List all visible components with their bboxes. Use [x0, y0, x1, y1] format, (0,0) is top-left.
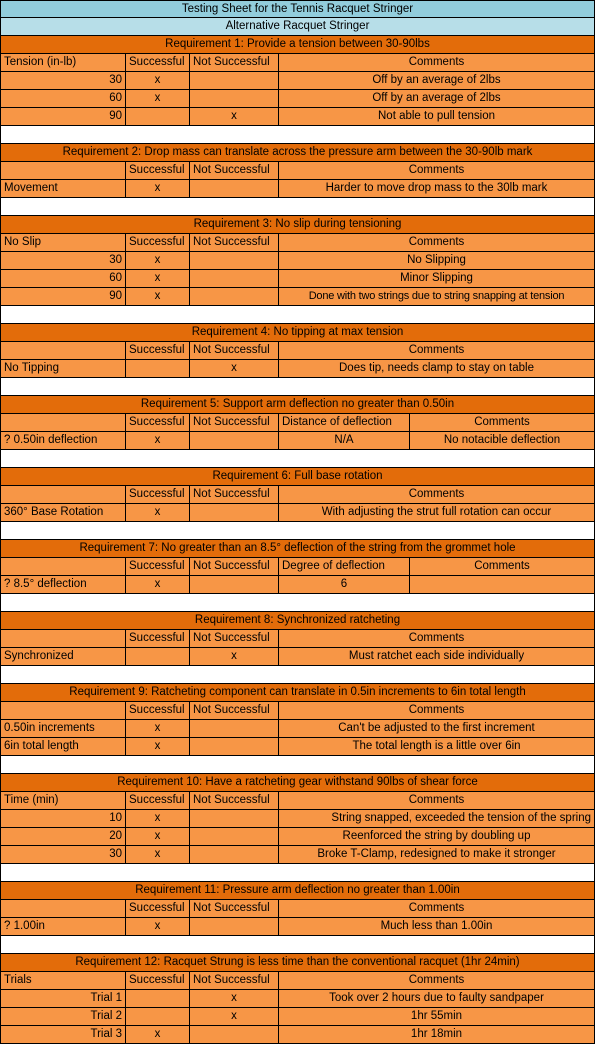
req9-heading: Requirement 9: Ratcheting component can translate in 0.5in increments to 6in total length: [0, 684, 595, 701]
req4-heading-row: [0, 324, 595, 342]
table-row: [0, 504, 595, 522]
successful-cell: x: [126, 432, 190, 449]
req1-label: Tension (in-lb): [0, 54, 126, 71]
row-name: 60: [0, 90, 126, 107]
successful-cell: [126, 1008, 190, 1025]
not-successful-cell: [190, 504, 279, 521]
row-name: Trial 1: [0, 990, 126, 1007]
not-successful-cell: [190, 846, 279, 863]
req6-header-row: [0, 486, 595, 504]
req5-heading-row: [0, 396, 595, 414]
not-successful-cell: [190, 918, 279, 935]
successful-header: Successful: [126, 162, 190, 179]
comment-cell: Off by an average of 2lbs: [279, 90, 595, 107]
spacer-row: [0, 306, 595, 324]
row-name: 60: [0, 270, 126, 287]
successful-header: Successful: [126, 486, 190, 503]
req5-heading: Requirement 5: Support arm deflection no greater than 0.50in: [0, 396, 595, 413]
successful-cell: x: [126, 90, 190, 107]
comments-header: Comments: [279, 702, 595, 719]
not-successful-cell: x: [190, 1008, 279, 1025]
successful-cell: x: [126, 576, 190, 593]
comment-cell: 1hr 18min: [279, 1026, 595, 1043]
comments-header: Comments: [279, 162, 595, 179]
sheet-subtitle-row: [0, 18, 595, 36]
comment-cell: Minor Slipping: [279, 270, 595, 287]
successful-header: Successful: [126, 342, 190, 359]
table-row: [0, 288, 595, 306]
spacer-cell: [0, 522, 595, 539]
req3-label: No Slip: [0, 234, 126, 251]
req12-heading-row: [0, 954, 595, 972]
row-name: 30: [0, 252, 126, 269]
comment-cell: Reenforced the string by doubling up: [279, 828, 595, 845]
spacer-cell: [0, 126, 595, 143]
comments-header: Comments: [279, 792, 595, 809]
req12-header-row: [0, 972, 595, 990]
not-successful-cell: [190, 810, 279, 827]
successful-header: Successful: [126, 702, 190, 719]
table-row: [0, 432, 595, 450]
req8-heading-row: [0, 612, 595, 630]
row-name: Synchronized: [0, 648, 126, 665]
comment-cell: Can't be adjusted to the first increment: [279, 720, 595, 737]
req1-heading: Requirement 1: Provide a tension between 30-90lbs: [0, 36, 595, 53]
spacer-cell: [0, 378, 595, 395]
not-successful-cell: [190, 72, 279, 89]
successful-cell: [126, 648, 190, 665]
successful-cell: x: [126, 918, 190, 935]
req3-heading: Requirement 3: No slip during tensioning: [0, 216, 595, 233]
table-row: [0, 180, 595, 198]
req2-heading: Requirement 2: Drop mass can translate across the pressure arm between the 30-90lb mark: [0, 144, 595, 161]
spacer-row: [0, 666, 595, 684]
deflection-distance-header: Distance of deflection: [279, 414, 410, 431]
req2-header-row: [0, 162, 595, 180]
table-row: [0, 990, 595, 1008]
row-name: 90: [0, 288, 126, 305]
spacer-cell: [0, 198, 595, 215]
successful-cell: x: [126, 270, 190, 287]
row-name: ? 8.5° deflection: [0, 576, 126, 593]
spacer-cell: [0, 864, 595, 881]
not-successful-header: Not Successful: [190, 486, 279, 503]
not-successful-header: Not Successful: [190, 234, 279, 251]
table-row: [0, 108, 595, 126]
table-row: [0, 360, 595, 378]
deflection-degree-header: Degree of deflection: [279, 558, 410, 575]
comment-cell: No Slipping: [279, 252, 595, 269]
table-row: [0, 252, 595, 270]
successful-cell: x: [126, 720, 190, 737]
sheet-subtitle: Alternative Racquet Stringer: [0, 18, 595, 35]
comment-cell: The total length is a little over 6in: [279, 738, 595, 755]
comments-header: Comments: [279, 234, 595, 251]
comment-cell: Much less than 1.00in: [279, 918, 595, 935]
req6-heading-row: [0, 468, 595, 486]
req11-heading-row: [0, 882, 595, 900]
req6-heading: Requirement 6: Full base rotation: [0, 468, 595, 485]
table-row: [0, 828, 595, 846]
comment-cell: Took over 2 hours due to faulty sandpaper: [279, 990, 595, 1007]
row-name: Movement: [0, 180, 126, 197]
not-successful-header: Not Successful: [190, 972, 279, 989]
not-successful-header: Not Successful: [190, 900, 279, 917]
table-row: [0, 810, 595, 828]
not-successful-cell: [190, 252, 279, 269]
not-successful-cell: [190, 180, 279, 197]
comment-cell: 1hr 55min: [279, 1008, 595, 1025]
spacer-row: [0, 864, 595, 882]
req7-header-row: [0, 558, 595, 576]
spacer-cell: [0, 936, 595, 953]
successful-cell: x: [126, 180, 190, 197]
successful-header: Successful: [126, 972, 190, 989]
req4-header-row: [0, 342, 595, 360]
not-successful-cell: x: [190, 360, 279, 377]
comments-header: Comments: [279, 54, 595, 71]
row-name: 30: [0, 72, 126, 89]
spacer-row: [0, 126, 595, 144]
not-successful-header: Not Successful: [190, 630, 279, 647]
table-row: [0, 738, 595, 756]
comment-cell: Broke T-Clamp, redesigned to make it stronger: [279, 846, 595, 863]
comment-cell: No notacible deflection: [410, 432, 595, 449]
row-name: ? 0.50in deflection: [0, 432, 126, 449]
not-successful-cell: [190, 432, 279, 449]
not-successful-cell: [190, 90, 279, 107]
successful-header: Successful: [126, 630, 190, 647]
req8-heading: Requirement 8: Synchronized ratcheting: [0, 612, 595, 629]
empty-header: [0, 414, 126, 431]
req9-header-row: [0, 702, 595, 720]
req12-heading: Requirement 12: Racquet Strung is less time than the conventional racquet (1hr 24min): [0, 954, 595, 971]
not-successful-header: Not Successful: [190, 792, 279, 809]
table-row: [0, 720, 595, 738]
req1-header-row: [0, 54, 595, 72]
table-row: [0, 918, 595, 936]
not-successful-header: Not Successful: [190, 558, 279, 575]
successful-cell: x: [126, 1026, 190, 1043]
req10-header-row: [0, 792, 595, 810]
spacer-cell: [0, 756, 595, 773]
successful-header: Successful: [126, 558, 190, 575]
sheet-title: Testing Sheet for the Tennis Racquet Stringer: [0, 1, 595, 17]
deflection-degree-cell: 6: [279, 576, 410, 593]
successful-cell: x: [126, 738, 190, 755]
table-row: [0, 576, 595, 594]
not-successful-cell: x: [190, 108, 279, 125]
empty-header: [0, 702, 126, 719]
row-name: 0.50in increments: [0, 720, 126, 737]
spacer-cell: [0, 666, 595, 683]
comments-header: Comments: [279, 972, 595, 989]
empty-header: [0, 558, 126, 575]
row-name: 30: [0, 846, 126, 863]
spacer-row: [0, 594, 595, 612]
comment-cell: Must ratchet each side individually: [279, 648, 595, 665]
successful-header: Successful: [126, 414, 190, 431]
req5-header-row: [0, 414, 595, 432]
empty-header: [0, 486, 126, 503]
comment-cell: With adjusting the strut full rotation can occur: [279, 504, 595, 521]
successful-cell: [126, 108, 190, 125]
req2-heading-row: [0, 144, 595, 162]
sheet-title-row: [0, 0, 595, 18]
not-successful-header: Not Successful: [190, 342, 279, 359]
comments-header: Comments: [279, 900, 595, 917]
row-name: No Tipping: [0, 360, 126, 377]
row-name: ? 1.00in: [0, 918, 126, 935]
row-name: Trial 3: [0, 1026, 126, 1043]
req1-heading-row: [0, 36, 595, 54]
req10-label: Time (min): [0, 792, 126, 809]
not-successful-cell: [190, 288, 279, 305]
spacer-row: [0, 522, 595, 540]
spacer-row: [0, 378, 595, 396]
comment-cell: Done with two strings due to string snapping at tension: [279, 288, 595, 305]
row-name: 10: [0, 810, 126, 827]
not-successful-cell: [190, 576, 279, 593]
not-successful-header: Not Successful: [190, 54, 279, 71]
comments-header: Comments: [410, 414, 595, 431]
row-name: 360° Base Rotation: [0, 504, 126, 521]
empty-header: [0, 162, 126, 179]
successful-header: Successful: [126, 900, 190, 917]
spacer-row: [0, 198, 595, 216]
successful-cell: [126, 360, 190, 377]
table-row: [0, 648, 595, 666]
table-row: [0, 846, 595, 864]
not-successful-cell: [190, 828, 279, 845]
table-row: [0, 270, 595, 288]
not-successful-cell: [190, 1026, 279, 1043]
spacer-row: [0, 936, 595, 954]
successful-cell: x: [126, 828, 190, 845]
req9-heading-row: [0, 684, 595, 702]
successful-header: Successful: [126, 792, 190, 809]
comments-header: Comments: [279, 342, 595, 359]
spacer-cell: [0, 594, 595, 611]
successful-header: Successful: [126, 54, 190, 71]
spacer-row: [0, 756, 595, 774]
comments-header: Comments: [410, 558, 595, 575]
req7-heading-row: [0, 540, 595, 558]
row-name: 6in total length: [0, 738, 126, 755]
not-successful-cell: [190, 270, 279, 287]
comment-cell: Harder to move drop mass to the 30lb mark: [279, 180, 595, 197]
not-successful-cell: x: [190, 648, 279, 665]
successful-header: Successful: [126, 234, 190, 251]
req10-heading-row: [0, 774, 595, 792]
successful-cell: x: [126, 504, 190, 521]
comment-cell: [410, 576, 595, 593]
successful-cell: x: [126, 810, 190, 827]
empty-header: [0, 630, 126, 647]
spacer-cell: [0, 450, 595, 467]
empty-header: [0, 342, 126, 359]
table-row: [0, 72, 595, 90]
row-name: 20: [0, 828, 126, 845]
row-name: 90: [0, 108, 126, 125]
req10-heading: Requirement 10: Have a ratcheting gear withstand 90lbs of shear force: [0, 774, 595, 791]
comment-cell: Does tip, needs clamp to stay on table: [279, 360, 595, 377]
not-successful-header: Not Successful: [190, 162, 279, 179]
not-successful-header: Not Successful: [190, 702, 279, 719]
req12-label: Trials: [0, 972, 126, 989]
comments-header: Comments: [279, 630, 595, 647]
spacer-cell: [0, 306, 595, 323]
successful-cell: x: [126, 252, 190, 269]
req7-heading: Requirement 7: No greater than an 8.5° deflection of the string from the grommet hole: [0, 540, 595, 557]
not-successful-cell: x: [190, 990, 279, 1007]
req11-header-row: [0, 900, 595, 918]
table-row: [0, 1008, 595, 1026]
spacer-row: [0, 450, 595, 468]
req8-header-row: [0, 630, 595, 648]
not-successful-cell: [190, 738, 279, 755]
req4-heading: Requirement 4: No tipping at max tension: [0, 324, 595, 341]
comment-cell: String snapped, exceeded the tension of the spring: [279, 810, 595, 827]
successful-cell: [126, 990, 190, 1007]
req3-heading-row: [0, 216, 595, 234]
req11-heading: Requirement 11: Pressure arm deflection no greater than 1.00in: [0, 882, 595, 899]
table-row: [0, 90, 595, 108]
deflection-distance-cell: N/A: [279, 432, 410, 449]
row-name: Trial 2: [0, 1008, 126, 1025]
successful-cell: x: [126, 846, 190, 863]
empty-header: [0, 900, 126, 917]
req3-header-row: [0, 234, 595, 252]
not-successful-cell: [190, 720, 279, 737]
comment-cell: Not able to pull tension: [279, 108, 595, 125]
comments-header: Comments: [279, 486, 595, 503]
table-row: [0, 1026, 595, 1044]
successful-cell: x: [126, 288, 190, 305]
comment-cell: Off by an average of 2lbs: [279, 72, 595, 89]
successful-cell: x: [126, 72, 190, 89]
not-successful-header: Not Successful: [190, 414, 279, 431]
